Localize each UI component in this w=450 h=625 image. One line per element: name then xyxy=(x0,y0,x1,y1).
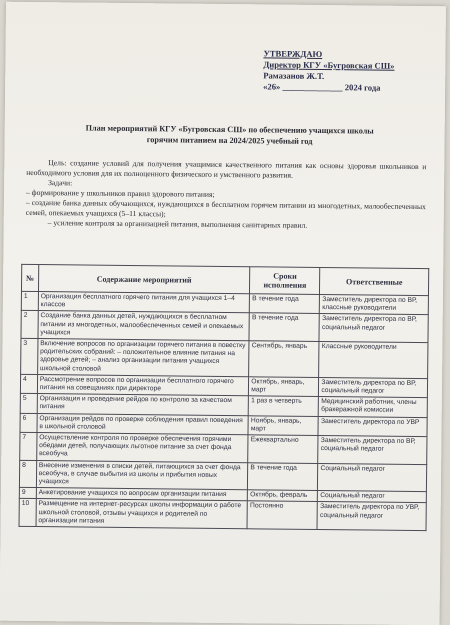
table-header-row xyxy=(21,264,428,295)
approval-date: «26» ______________ 2024 года xyxy=(263,81,381,93)
events-table xyxy=(19,264,430,531)
task-item: – формирование у школьников правил здорового питания; xyxy=(25,187,215,199)
row-content: Включение вопросов по организации горячего питания в повестку родительских собраний: – положительное влияние питания на здоровье детей; – анализ организации питания учащихся школьной столовой xyxy=(37,339,249,377)
table-row xyxy=(19,460,426,492)
row-term: В течение года xyxy=(249,313,319,341)
header-number: № xyxy=(21,264,38,291)
table-body xyxy=(19,291,428,530)
row-responsible: Заместитель директора по ВР, социальный педагог xyxy=(319,377,428,398)
row-term: Сентябрь, январь xyxy=(249,341,319,378)
row-number: 4 xyxy=(20,374,37,394)
row-responsible: Заместитель директора по ВР, социальный педагог xyxy=(318,436,427,465)
row-responsible: Классные руководители xyxy=(319,342,428,379)
row-content: Анкетирование учащихся по вопросам организации питания xyxy=(36,488,248,501)
row-number: 9 xyxy=(19,488,36,499)
row-term: В течение года xyxy=(250,294,320,314)
row-responsible: Заместитель директора по ВР, классные руководители xyxy=(320,294,429,315)
row-responsible: Социальный педагог xyxy=(318,463,427,492)
row-content: Осуществление контроля по проверке обеспечения горячими обедами детей, получающих льготное питание за счет фонда всеобуча xyxy=(37,433,249,463)
row-term: Октябрь, январь, март xyxy=(249,377,319,397)
approval-name: Рамазанов Ж.Т. xyxy=(263,70,325,82)
row-responsible: Социальный педагог xyxy=(318,491,427,503)
row-term: В течение года xyxy=(248,462,318,490)
row-content: Организация и проведение рейдов по контролю за качеством питания xyxy=(37,394,249,416)
row-number: 3 xyxy=(21,338,38,374)
tasks-label: Задачи: xyxy=(48,178,73,188)
header-term: Сроки исполнения xyxy=(250,267,320,295)
row-number: 5 xyxy=(20,394,37,414)
row-content: Рассмотрение вопросов по организации бесплатного горячего питания на совещаниях при директоре xyxy=(37,374,249,396)
approval-date-day: 26 xyxy=(267,81,277,92)
header-content: Содержание мероприятий xyxy=(38,265,250,294)
approval-position: Директор КГУ «Бугровская СШ» xyxy=(263,59,395,71)
row-content: Организация рейдов по проверке соблюдения правил поведения в школьной столовой xyxy=(37,413,249,435)
task-item: – усиление контроля за организацией питания, выполнения санитарных правил. xyxy=(47,218,308,230)
row-number: 2 xyxy=(21,311,38,339)
table-row xyxy=(20,432,427,464)
row-number: 6 xyxy=(20,413,37,433)
table-row xyxy=(21,311,428,343)
row-content: Внесение изменения в списки детей, питающихся за счет фонда всеобуча, в случае выбытия из школы и прибытия новых учащихся xyxy=(36,460,248,490)
row-number: 7 xyxy=(20,432,37,460)
row-term: Ноябрь, январь, март xyxy=(248,415,318,435)
approval-block xyxy=(263,48,395,93)
row-responsible: Заместитель директора по ВР, социальный педагог xyxy=(319,314,428,343)
row-term: Постоянно xyxy=(247,501,317,529)
header-responsible: Ответственные xyxy=(320,268,429,296)
row-content: Создание банка данных детей, нуждающихся в бесплатном питании из многодетных, малообеспеченных семей и опекаемых учащихся xyxy=(38,311,250,341)
table-row xyxy=(19,499,426,531)
table-row xyxy=(21,338,428,378)
row-responsible: Заместитель директора по УВР, социальный педагог xyxy=(317,502,426,531)
document-page xyxy=(0,2,446,625)
row-number: 1 xyxy=(21,291,38,311)
row-term: 1 раз в четверть xyxy=(248,396,318,416)
row-content: Размещение на интернет-ресурсах школы информации о работе школьной столовой, отзывы учащихся и родителей по организации питания xyxy=(36,499,248,529)
task-item: – создание банка данных обучающихся, нуждающихся в бесплатном горячем питании из многодетных, малообеспеченных семей, опекаемых учащихся (5–11 классы); xyxy=(25,197,426,219)
goal-text: Цель: создание условий для получения учащимися качественного питания как основы здоровья школьников и необходимого условия для их полноценного физического и умственного развития. xyxy=(26,158,427,180)
row-responsible: Заместитель директора по УВР xyxy=(318,416,427,437)
document-title: План мероприятий КГУ «Бугровская СШ» по обеспечению учащихся школы горячим питанием на 2024/2025 учебный год xyxy=(85,123,374,146)
row-number: 10 xyxy=(19,499,36,527)
row-responsible: Медицинский работник, члены бракеражной комиссии xyxy=(319,397,428,418)
approval-heading: УТВЕРЖДАЮ xyxy=(263,48,323,60)
intro-section xyxy=(26,158,427,232)
row-content: Организация бесплатного горячего питания для учащихся 1–4 классов xyxy=(38,292,250,314)
row-term: Ежеквартально xyxy=(248,435,318,463)
row-number: 8 xyxy=(19,460,36,488)
row-term: Октябрь, февраль xyxy=(248,490,318,502)
